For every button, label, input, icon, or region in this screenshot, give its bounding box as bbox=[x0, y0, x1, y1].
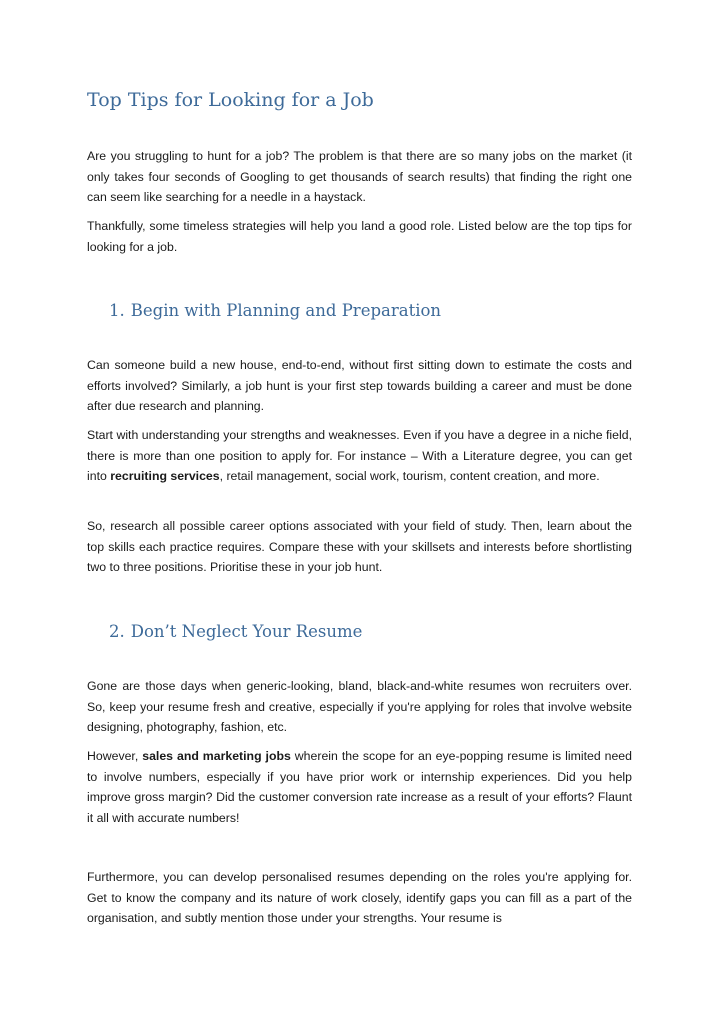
sales-and-marketing-jobs-link-text: sales and marketing jobs bbox=[142, 749, 291, 763]
document-title: Top Tips for Looking for a Job bbox=[87, 89, 374, 111]
paragraph-text: , retail management, social work, tourism, content creation, and more. bbox=[219, 469, 600, 483]
section-1-title: Begin with Planning and Preparation bbox=[130, 301, 442, 320]
section-2-heading bbox=[109, 620, 362, 644]
section-1-number: 1. bbox=[109, 301, 125, 320]
section-1-paragraph-2 bbox=[87, 425, 632, 487]
section-1-paragraph-3: So, research all possible career options associated with your field of study. Then, learn about the top skills each practice requires. Compare these with your skillsets and interests before shortlisting two to three positions. Prioritise these in your job hunt. bbox=[87, 519, 632, 574]
section-2-paragraph-2 bbox=[87, 746, 632, 828]
intro-paragraph-1: Are you struggling to hunt for a job? The problem is that there are so many jobs on the market (it only takes four seconds of Googling to get thousands of search results) that finding the right one can seem like searching for a needle in a haystack. bbox=[87, 149, 632, 204]
paragraph-text: Start with understanding your strengths and weaknesses. Even if you have a degree in a niche field, there is more than one position to apply for. For instance – With a Literature degree, you can get into bbox=[87, 428, 632, 483]
section-2-number: 2. bbox=[109, 622, 125, 641]
section-1-paragraph-1: Can someone build a new house, end-to-end, without first sitting down to estimate the costs and efforts involved? Similarly, a job hunt is your first step towards building a career and must be done after due research and planning. bbox=[87, 358, 632, 413]
section-2-title: Don’t Neglect Your Resume bbox=[130, 622, 363, 641]
intro-paragraph-2: Thankfully, some timeless strategies will help you land a good role. Listed below are the top tips for looking for a job. bbox=[87, 219, 632, 254]
recruiting-services-link-text: recruiting services bbox=[110, 469, 220, 483]
section-2-paragraph-3: Furthermore, you can develop personalised resumes depending on the roles you're applying for. Get to know the company and its nature of work closely, identify gaps you can fill as a part of the organisation, and subtly mention those under your strengths. Your resume is bbox=[87, 870, 632, 925]
paragraph-text: wherein the scope for an eye-popping resume is limited need to involve numbers, especially if you have prior work or internship experiences. Did you help improve gross margin? Did the customer conversion rate increase as a result of your efforts? Flaunt it all with accurate numbers! bbox=[87, 749, 632, 825]
section-1-heading bbox=[109, 299, 441, 323]
section-2-paragraph-1: Gone are those days when generic-looking, bland, black-and-white resumes won recruiters over. So, keep your resume fresh and creative, especially if you're applying for roles that involve website designing, photography, fashion, etc. bbox=[87, 679, 632, 734]
paragraph-text: However, bbox=[87, 749, 143, 763]
